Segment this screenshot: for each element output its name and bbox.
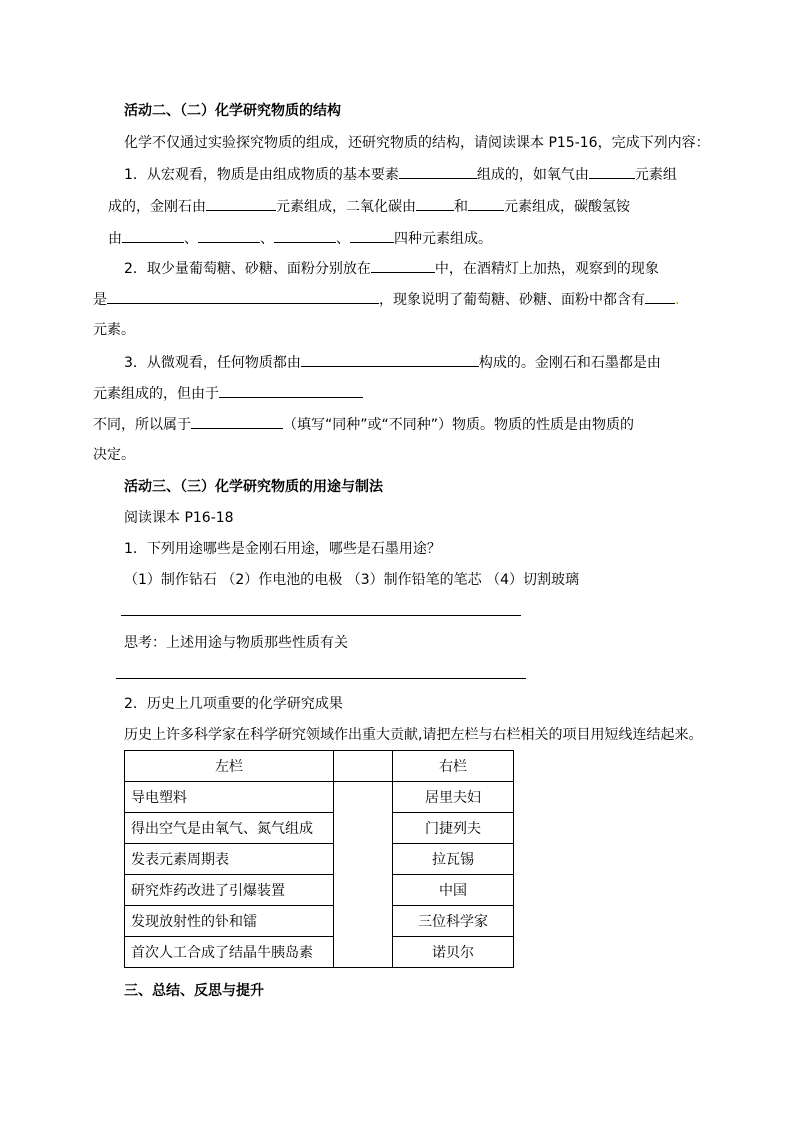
blank-phenomenon[interactable]: [107, 289, 379, 304]
q1-text-b: 组成的，如氧气由: [476, 167, 589, 183]
right-item[interactable]: 门捷列夫: [393, 813, 514, 844]
blank-common-element[interactable]: [645, 289, 675, 304]
blank-co2-element-2[interactable]: [468, 196, 504, 211]
activity3-reading: 阅读课本 P16-18: [124, 510, 234, 526]
blank-structure-difference[interactable]: [219, 383, 363, 398]
activity3-q1: 1．下列用途哪些是金刚石用途，哪些是石墨用途？: [124, 541, 441, 557]
activity3-think: 思考：上述用途与物质那些性质有关: [124, 635, 348, 651]
answer-line-2[interactable]: [116, 678, 526, 679]
activity2-title: 活动二、（二）化学研究物质的结构: [124, 103, 341, 119]
blank-nh4hco3-4[interactable]: [350, 228, 394, 243]
matching-table: [124, 750, 514, 968]
right-item[interactable]: 居里夫妇: [393, 782, 514, 813]
activity3-options: （1）制作钻石 （2）作电池的电极 （3）制作铅笔的笔芯 （4）切割玻璃: [124, 572, 579, 588]
right-item[interactable]: 中国: [393, 875, 514, 906]
activity2-intro: 化学不仅通过实验探究物质的组成，还研究物质的结构，请阅读课本 P15-16，完成下列内容：: [124, 135, 710, 151]
separator: 、: [336, 231, 350, 247]
table-row: [125, 875, 514, 906]
q2-text-c: 是: [93, 292, 107, 308]
table-row: [125, 782, 514, 813]
q3-text-c: 元素组成的，但由于: [93, 386, 219, 402]
q1-text-c: 元素组: [634, 167, 677, 183]
q1-text-d: 成的，金刚石由: [108, 199, 206, 215]
middle-header: [334, 751, 393, 782]
table-row: [125, 844, 514, 875]
q3-line4: 决定。: [93, 447, 135, 463]
blank-nh4hco3-3[interactable]: [274, 228, 336, 243]
connection-area[interactable]: [334, 782, 393, 968]
q1-line1: [124, 164, 677, 185]
section3-title: 三、总结、反思与提升: [124, 983, 264, 999]
q3-line3: [93, 414, 634, 435]
left-item[interactable]: 研究炸药改进了引爆装置: [125, 875, 334, 906]
blank-diamond-element[interactable]: [206, 196, 276, 211]
blank-nh4hco3-2[interactable]: [198, 228, 260, 243]
q1-text-a: 1．从宏观看，物质是由组成物质的基本要素: [124, 167, 399, 183]
left-item[interactable]: 导电塑料: [125, 782, 334, 813]
q1-line2: [108, 196, 630, 217]
q2-line1: [124, 258, 659, 279]
blank-heating-container[interactable]: [371, 258, 435, 273]
blank-nh4hco3-1[interactable]: [122, 228, 184, 243]
q1-text-g: 元素组成，碳酸氢铵: [504, 199, 630, 215]
activity3-q2-intro: 历史上许多科学家在科学研究领域作出重大贡献,请把左栏与右栏相关的项目用短线连结起来。: [124, 727, 703, 743]
q3-text-e: （填写“同种”或“不同种”）物质。物质的性质是由物质的: [283, 417, 635, 433]
q1-text-h: 由: [108, 231, 122, 247]
left-item[interactable]: 得出空气是由氧气、氮气组成: [125, 813, 334, 844]
blank-co2-element-1[interactable]: [416, 196, 454, 211]
right-item[interactable]: 拉瓦锡: [393, 844, 514, 875]
left-header: 左栏: [125, 751, 334, 782]
separator: 、: [184, 231, 198, 247]
table-header-row: [125, 751, 514, 782]
table-row: [125, 937, 514, 968]
yellow-dot: .: [675, 292, 680, 308]
blank-same-or-different[interactable]: [191, 414, 283, 429]
q3-line2: [93, 383, 363, 404]
q1-text-i: 四种元素组成。: [394, 231, 492, 247]
separator: 、: [260, 231, 274, 247]
table-row: [125, 906, 514, 937]
q3-line1: [124, 352, 661, 373]
left-item[interactable]: 发表元素周期表: [125, 844, 334, 875]
q2-text-b: 中，在酒精灯上加热，观察到的现象: [434, 261, 659, 277]
blank-oxygen-element[interactable]: [589, 164, 635, 179]
q1-text-e: 元素组成，二氧化碳由: [276, 199, 416, 215]
answer-line-1[interactable]: [121, 615, 521, 616]
right-item[interactable]: 三位科学家: [393, 906, 514, 937]
blank-basic-element[interactable]: [399, 164, 477, 179]
q3-text-a: 3．从微观看，任何物质都由: [124, 355, 301, 371]
right-item[interactable]: 诺贝尔: [393, 937, 514, 968]
q3-text-b: 构成的。金刚石和石墨都是由: [478, 355, 661, 371]
left-item[interactable]: 发现放射性的钋和镭: [125, 906, 334, 937]
q1-text-f: 和: [454, 199, 468, 215]
table-row: [125, 813, 514, 844]
activity3-title: 活动三、（三）化学研究物质的用途与制法: [124, 479, 383, 495]
q2-text-d: ，现象说明了葡萄糖、砂糖、面粉中都含有: [379, 292, 645, 308]
q3-text-d: 不同，所以属于: [93, 417, 191, 433]
blank-micro-particles[interactable]: [301, 352, 479, 367]
q2-line3: 元素。: [93, 322, 135, 338]
q2-text-a: 2．取少量葡萄糖、砂糖、面粉分别放在: [124, 261, 371, 277]
q2-line2: [93, 289, 679, 310]
left-item[interactable]: 首次人工合成了结晶牛胰岛素: [125, 937, 334, 968]
activity3-q2: 2．历史上几项重要的化学研究成果: [124, 696, 343, 712]
right-header: 右栏: [393, 751, 514, 782]
q1-line3: [108, 228, 492, 249]
